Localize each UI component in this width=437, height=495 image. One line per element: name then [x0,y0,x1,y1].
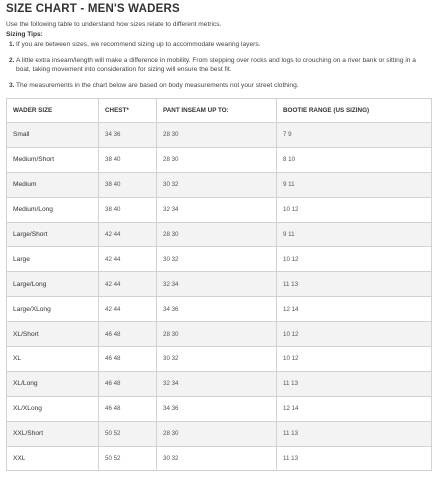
cell-wader-size: XXL/Short [7,421,99,446]
cell-wader-size: Large/Short [7,222,99,247]
cell-wader-size: XL/Long [7,371,99,396]
intro-text: Use the following table to understand how sizes relate to different metrics. [6,21,222,28]
sizing-tip [6,56,431,74]
cell-chest: 46 48 [99,322,157,347]
cell-pant-inseam: 28 30 [157,147,277,172]
cell-wader-size: Medium/Short [7,147,99,172]
cell-pant-inseam: 28 30 [157,123,277,148]
table-row [7,396,432,421]
cell-wader-size: Large [7,247,99,272]
cell-chest: 38 40 [99,147,157,172]
tip-text: If you are between sizes, we recommend sizing up to accommodate wearing layers. [16,41,261,48]
cell-wader-size: XL/XLong [7,396,99,421]
cell-bootie-range: 12 14 [277,396,432,421]
table-header-row [7,99,432,123]
tip-number: 1. [9,41,15,48]
cell-pant-inseam: 30 32 [157,172,277,197]
cell-bootie-range: 11 13 [277,371,432,396]
cell-wader-size: Medium/Long [7,197,99,222]
cell-chest: 38 40 [99,172,157,197]
cell-chest: 50 52 [99,421,157,446]
cell-pant-inseam: 30 32 [157,446,277,471]
table-row [7,421,432,446]
cell-pant-inseam: 28 30 [157,322,277,347]
tip-text: The measurements in the chart below are based on body measurements not your street clothing. [16,82,299,89]
table-row [7,371,432,396]
page-title: SIZE CHART - MEN'S WADERS [6,3,180,15]
cell-bootie-range: 10 12 [277,347,432,372]
cell-wader-size: XL/Short [7,322,99,347]
size-chart-page [0,1,431,471]
cell-chest: 50 52 [99,446,157,471]
table-row [7,446,432,471]
cell-pant-inseam: 30 32 [157,247,277,272]
cell-wader-size: Small [7,123,99,148]
table-row [7,272,432,297]
tip-text: A little extra inseam/length will make a difference in mobility. From stepping over rocks and logs to crouching on a river bank or sitting in a boat, taking movement into consideration for sizing will ensure the best fit. [16,57,416,73]
table-row [7,197,432,222]
sizing-tips-heading: Sizing Tips: [6,31,43,38]
tip-number: 2. [9,57,15,64]
cell-chest: 38 40 [99,197,157,222]
sizing-tips-list [6,40,431,90]
cell-wader-size: XL [7,347,99,372]
cell-chest: 46 48 [99,371,157,396]
header-pant-inseam: PANT INSEAM UP TO: [157,99,277,123]
table-row [7,147,432,172]
cell-bootie-range: 11 13 [277,421,432,446]
header-wader-size: WADER SIZE [7,99,99,123]
header-chest: CHEST* [99,99,157,123]
cell-chest: 42 44 [99,297,157,322]
cell-chest: 46 48 [99,347,157,372]
sizing-tip [6,40,431,49]
table-row [7,222,432,247]
cell-wader-size: Large/Long [7,272,99,297]
cell-bootie-range: 8 10 [277,147,432,172]
cell-pant-inseam: 32 34 [157,197,277,222]
cell-pant-inseam: 34 36 [157,396,277,421]
cell-pant-inseam: 32 34 [157,371,277,396]
table-row [7,247,432,272]
cell-wader-size: Large/XLong [7,297,99,322]
cell-bootie-range: 9 11 [277,222,432,247]
cell-pant-inseam: 34 36 [157,297,277,322]
cell-chest: 34 36 [99,123,157,148]
cell-wader-size: XXL [7,446,99,471]
tip-number: 3. [9,82,15,89]
table-row [7,123,432,148]
cell-pant-inseam: 28 30 [157,222,277,247]
cell-bootie-range: 7 9 [277,123,432,148]
sizing-tip [6,81,431,90]
table-row [7,347,432,372]
cell-chest: 42 44 [99,272,157,297]
cell-bootie-range: 10 12 [277,247,432,272]
size-chart-table [6,98,432,471]
table-row [7,297,432,322]
cell-bootie-range: 10 12 [277,197,432,222]
cell-pant-inseam: 30 32 [157,347,277,372]
cell-pant-inseam: 28 30 [157,421,277,446]
cell-bootie-range: 11 13 [277,446,432,471]
cell-chest: 46 48 [99,396,157,421]
cell-bootie-range: 11 13 [277,272,432,297]
cell-wader-size: Medium [7,172,99,197]
cell-bootie-range: 12 14 [277,297,432,322]
cell-bootie-range: 10 12 [277,322,432,347]
header-bootie-range: BOOTIE RANGE (US SIZING) [277,99,432,123]
table-row [7,322,432,347]
table-row [7,172,432,197]
cell-pant-inseam: 32 34 [157,272,277,297]
cell-bootie-range: 9 11 [277,172,432,197]
cell-chest: 42 44 [99,247,157,272]
cell-chest: 42 44 [99,222,157,247]
